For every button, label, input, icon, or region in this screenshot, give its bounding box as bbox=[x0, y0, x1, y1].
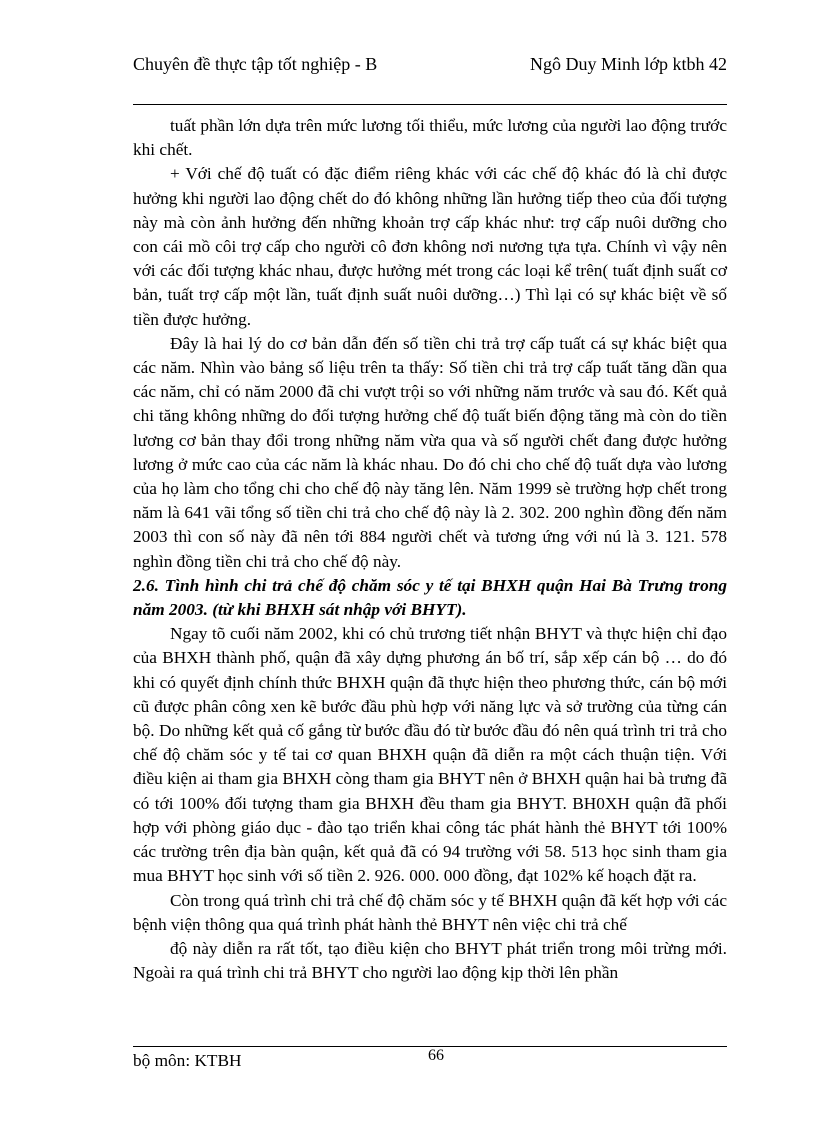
section-heading: 2.6. Tình hình chi trả chế độ chăm sóc y tế tại BHXH quận Hai Bà Trưng trong năm 2003. (từ khi BHXH sát nhập với BHYT). bbox=[133, 575, 727, 620]
paragraph-1: tuất phần lớn dựa trên mức lương tối thiểu, mức lương của người lao động trước khi chết. bbox=[133, 116, 727, 160]
header-left-text: Chuyên đề thực tập tốt nghiệp - B bbox=[133, 54, 378, 74]
paragraph-2: + Với chế độ tuất có đặc điểm riêng khác với các chế độ khác đó là chỉ được hưởng khi người lao động chết do đó không những lần hưởng tiếp theo của đối tượng này mà còn ảnh hưởng đến những khoản trợ cấp khác như: trợ cấp nuôi dưỡng cho con cái mồ côi trợ cấp cho người cô đơn không nơi nương tựa tựa. Chính vì vậy nên với các đối tượng khác nhau, được hưởng mét trong các loại kể trên( tuất định suất cơ bản, tuất trợ cấp một lần, tuất định suất nuôi dưỡng…) Thì lại có sự khác biệt về số tiền được hưởng. bbox=[133, 164, 727, 329]
paragraph-4: Ngay tõ cuối năm 2002, khi có chủ trương tiết nhận BHYT và thực hiện chỉ đạo của BHXH thành phố, quận đã xây dựng phương án bố trí, sắp xếp cán bộ … do đó khi có quyết định chính thức BHXH quận đã thực hiện theo phương thức, cán bộ mới cũ được phân công xen kẽ bước đầu phù hợp với năng lực và sở trường của từng cán bộ. Do những kết quả cố gắng từ bước đầu đó từ bước đầu đó nên quá trình tri trả cho chế độ chăm sóc y tế tai cơ quan BHXH quận đã diễn ra một cách thuận tiện. Với điều kiện ai tham gia BHXH còng tham gia BHYT nên ở BHXH quận hai bà trưng đã có tới 100% đối tượng tham gia BHXH đều tham gia BHYT. BH0XH quận đã phối hợp với phòng giáo dục - đào tạo triển khai công tác phát hành thẻ BHYT tới 100% các trường trên địa bàn quận, kết quả đã có 94 trường với 58. 513 học sinh tham gia mua BHYT học sinh với số tiền 2. 926. 000. 000 đồng, đạt 102% kế hoạch đặt ra. bbox=[133, 624, 727, 886]
header-right-text: Ngô Duy Minh lớp ktbh 42 bbox=[529, 54, 727, 74]
footer-text: bộ môn: KTBH bbox=[133, 1051, 242, 1070]
paragraph-5b: độ này diễn ra rất tốt, tạo điều kiện cho BHYT phát triển trong môi trừng mới. Ngoài ra quá trình chi trả BHYT cho người lao động kịp thời lên phần bbox=[133, 938, 727, 983]
header-divider bbox=[133, 104, 727, 105]
body-text bbox=[133, 114, 727, 985]
document-page bbox=[133, 0, 727, 1123]
paragraph-5a: Còn trong quá trình chi trả chế độ chăm sóc y tế BHXH quận đã kết hợp với các bệnh viện thông qua quá trình phát hành thẻ BHYT nên việc chi trả chế bbox=[133, 890, 727, 934]
paragraph-3: Đây là hai lý do cơ bản dẫn đến số tiền chi trả trợ cấp tuất cá sự khác biệt qua các năm. Nhìn vào bảng số liệu trên ta thấy: Số tiền chi trả trợ cấp tuất tăng dần qua các năm, chỉ có năm 2000 đã chi vượt trội so với những năm trước và sau đó. Kết quả chi tăng không những do đối tượng hưởng chế độ tuất biến động tăng mà còn do tiền lương cơ bản thay đổi trong những năm vừa qua và số người chết đang được hưởng lương ở mức cao của các năm là khác nhau. Do đó chi cho chế độ tuất dựa vào lương của họ làm cho tổng chi cho chế độ này tăng lên. Năm 1999 sè trường hợp chết trong năm là 641 vãi tổng số tiền chi trả cho chế độ này là 2. 302. 200 nghìn đồng đến năm 2003 thì con số này đã nên tới 884 người chết và tương ứng với nú là 3. 121. 578 nghìn đồng tiền chi trả cho chế độ này. bbox=[133, 333, 727, 571]
page-number: 66 bbox=[428, 1047, 444, 1064]
